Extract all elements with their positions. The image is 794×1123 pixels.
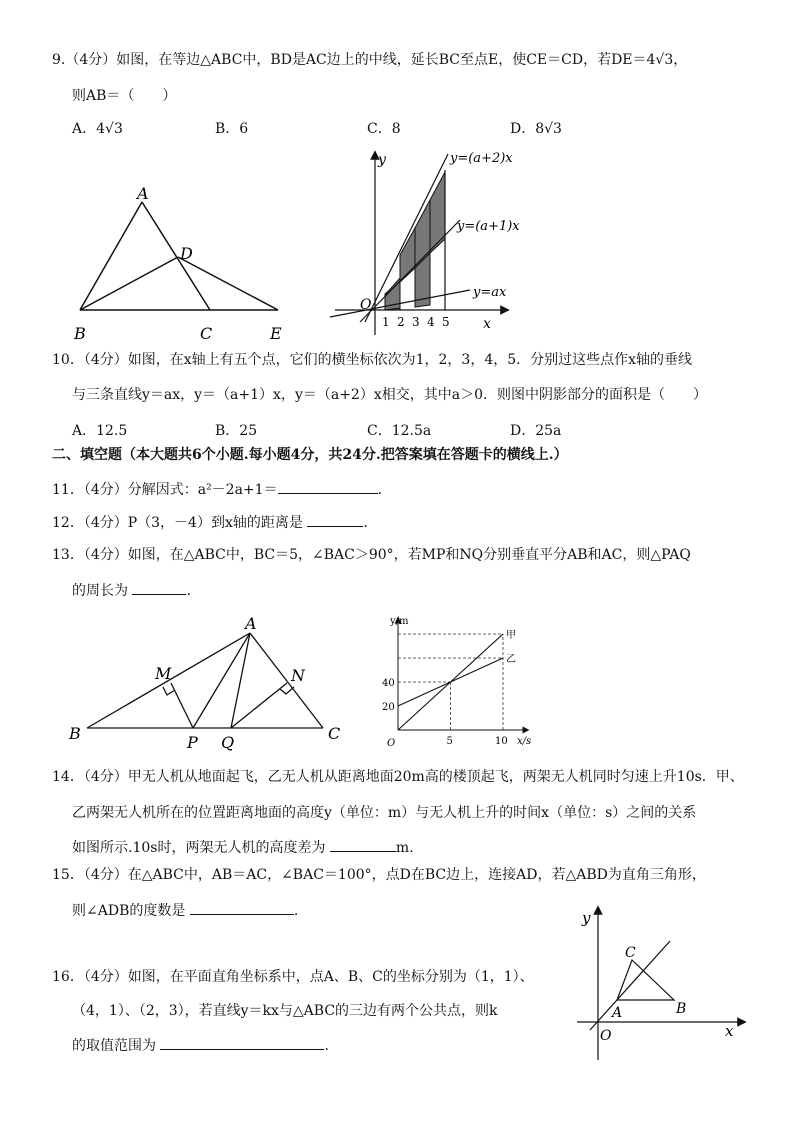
x-tick-5: 5	[446, 736, 453, 747]
label-b: B	[74, 324, 86, 343]
series-label-1: 甲	[506, 630, 516, 641]
q10-stem-line1: 10．（4分）如图，在x轴上有五个点，它们的横坐标依次为1，2，3，4，5．分别过这些点作x轴的垂线	[52, 352, 693, 368]
q10-graph-figure	[330, 150, 530, 340]
q13-stem-line2: 的周长为	[72, 583, 128, 599]
q16-stem-line3: 的取值范围为	[72, 1038, 156, 1054]
x-tick-10: 10	[495, 736, 508, 747]
label-a: A	[245, 614, 257, 633]
label-p: P	[187, 733, 198, 752]
tick-2: 2	[397, 315, 405, 329]
q9-stem-line1: 9.（4分）如图，在等边△ABC中，BD是AC边上的中线，延长BC至点E，使CE＝CD，若DE＝4√3，	[52, 52, 688, 68]
q14-unit: m.	[395, 840, 414, 856]
q10-option-a: A．12.5	[72, 423, 128, 439]
q10-option-b: B．25	[215, 423, 258, 439]
q16-stem-line1: 16．（4分）如图，在平面直角坐标系中，点A、B、C的坐标分别为（1，1）、	[52, 969, 534, 985]
side-ac	[250, 633, 323, 728]
y-axis-label: y	[582, 909, 591, 927]
triangle-abc	[617, 960, 674, 1000]
tick-4: 4	[427, 315, 435, 329]
label-n: N	[291, 666, 305, 685]
origin-label: O	[360, 297, 372, 313]
label-c: C	[625, 945, 636, 961]
y-tick-40: 40	[382, 678, 395, 689]
segment-aq	[231, 633, 250, 728]
right-angle-n	[280, 687, 294, 694]
line-label-a-plus-1: y=(a+1)x	[457, 219, 520, 234]
q12-text: 12．（4分）P（3，－4）到x轴的距离是	[52, 515, 303, 531]
q15-stem-line1: 15．（4分）在△ABC中，AB＝AC，∠BAC＝100°，点D在BC边上，连接AD，若△ABD为直角三角形，	[52, 867, 706, 883]
q13-triangle-figure	[65, 615, 355, 750]
q9-option-d: D．8√3	[510, 121, 562, 137]
y-axis-label: y	[378, 152, 386, 168]
x-axis-label: x	[725, 1022, 734, 1040]
q12-line: 12．（4分）P（3，－4）到x轴的距离是 .	[52, 512, 368, 532]
segment-nq	[231, 683, 287, 728]
q9-option-c: C．8	[367, 121, 401, 137]
q9-triangle-figure	[60, 175, 300, 345]
q13-stem-line2-wrap: 的周长为 .	[72, 580, 191, 600]
q9-stem-line2: 则AB＝（ ）	[72, 88, 177, 104]
q16-stem-line2: （4，1）、（2，3），若直线y＝kx与△ABC的三边有两个公共点，则k	[72, 1003, 498, 1019]
section2-heading: 二、填空题（本大题共6个小题.每小题4分，共24分.把答案填在答题卡的横线上.）	[52, 447, 568, 463]
label-b: B	[69, 724, 81, 743]
label-e: E	[270, 324, 282, 343]
q12-answer-blank[interactable]	[307, 512, 363, 527]
label-q: Q	[221, 733, 235, 752]
label-b: B	[676, 1001, 687, 1017]
label-a: A	[612, 1005, 623, 1021]
q14-line-chart	[378, 612, 543, 752]
line-label-a-plus-2: y=(a+2)x	[450, 151, 513, 166]
label-d: D	[180, 244, 193, 263]
q16-answer-blank[interactable]	[160, 1035, 324, 1050]
q16-stem-line3-wrap: 的取值范围为 .	[72, 1035, 329, 1055]
y-tick-20: 20	[382, 702, 395, 713]
shade-upper-4	[430, 172, 445, 253]
q9-option-b: B．6	[215, 121, 249, 137]
label-c: C	[328, 724, 341, 743]
q14-stem-line3: 如图所示.10s时，两架无人机的高度差为	[72, 840, 326, 856]
x-axis-label: x	[483, 316, 491, 332]
q9-option-a: A．4√3	[72, 121, 123, 137]
segment-ap	[193, 633, 250, 728]
q10-option-d: D．25a	[510, 423, 562, 439]
tick-3: 3	[412, 315, 420, 329]
side-ac	[142, 202, 210, 310]
q11-answer-blank[interactable]	[278, 479, 378, 494]
q14-stem-line1: 14．（4分）甲无人机从地面起飞，乙无人机从距离地面20m高的楼顶起飞，两架无人机同时匀速上升10s．甲、	[52, 769, 744, 785]
line-label-a: y=ax	[473, 285, 507, 300]
q15-stem-line2: 则∠ADB的度数是	[72, 903, 186, 919]
origin-label: O	[387, 738, 396, 749]
q13-stem-line1: 13．（4分）如图，在△ABC中，BC＝5，∠BAC＞90°，若MP和NQ分别垂直平分AB和AC，则△PAQ	[52, 547, 691, 563]
label-c: C	[200, 324, 213, 343]
x-axis-label: x/s	[517, 736, 532, 747]
q14-stem-line2: 乙两架无人机所在的位置距离地面的高度y（单位：m）与无人机上升的时间x（单位：s）之间的关系	[72, 805, 697, 821]
label-m: M	[155, 664, 172, 683]
q16-coordinate-figure	[562, 905, 762, 1065]
q13-answer-blank[interactable]	[132, 580, 186, 595]
series-label-2: 乙	[506, 654, 516, 665]
q11-text: 11．（4分）分解因式：a²－2a+1＝	[52, 482, 278, 498]
tick-1: 1	[382, 315, 390, 329]
q14-answer-blank[interactable]	[330, 837, 396, 852]
q11-line: 11．（4分）分解因式：a²－2a+1＝ .	[52, 479, 382, 499]
q10-stem-line2: 与三条直线y＝ax，y＝（a+1）x，y＝（a+2）x相交，其中a＞0．则图中阴影部分的面积是（ ）	[72, 387, 707, 403]
origin-label: O	[600, 1028, 612, 1044]
label-a: A	[137, 184, 149, 203]
q15-stem-line2-wrap: 则∠ADB的度数是 .	[72, 900, 298, 920]
tick-5: 5	[442, 315, 450, 329]
y-axis-label: y/m	[390, 616, 409, 627]
q14-stem-line3-wrap	[72, 837, 414, 857]
q15-answer-blank[interactable]	[190, 900, 294, 915]
q10-option-c: C．12.5a	[367, 423, 432, 439]
